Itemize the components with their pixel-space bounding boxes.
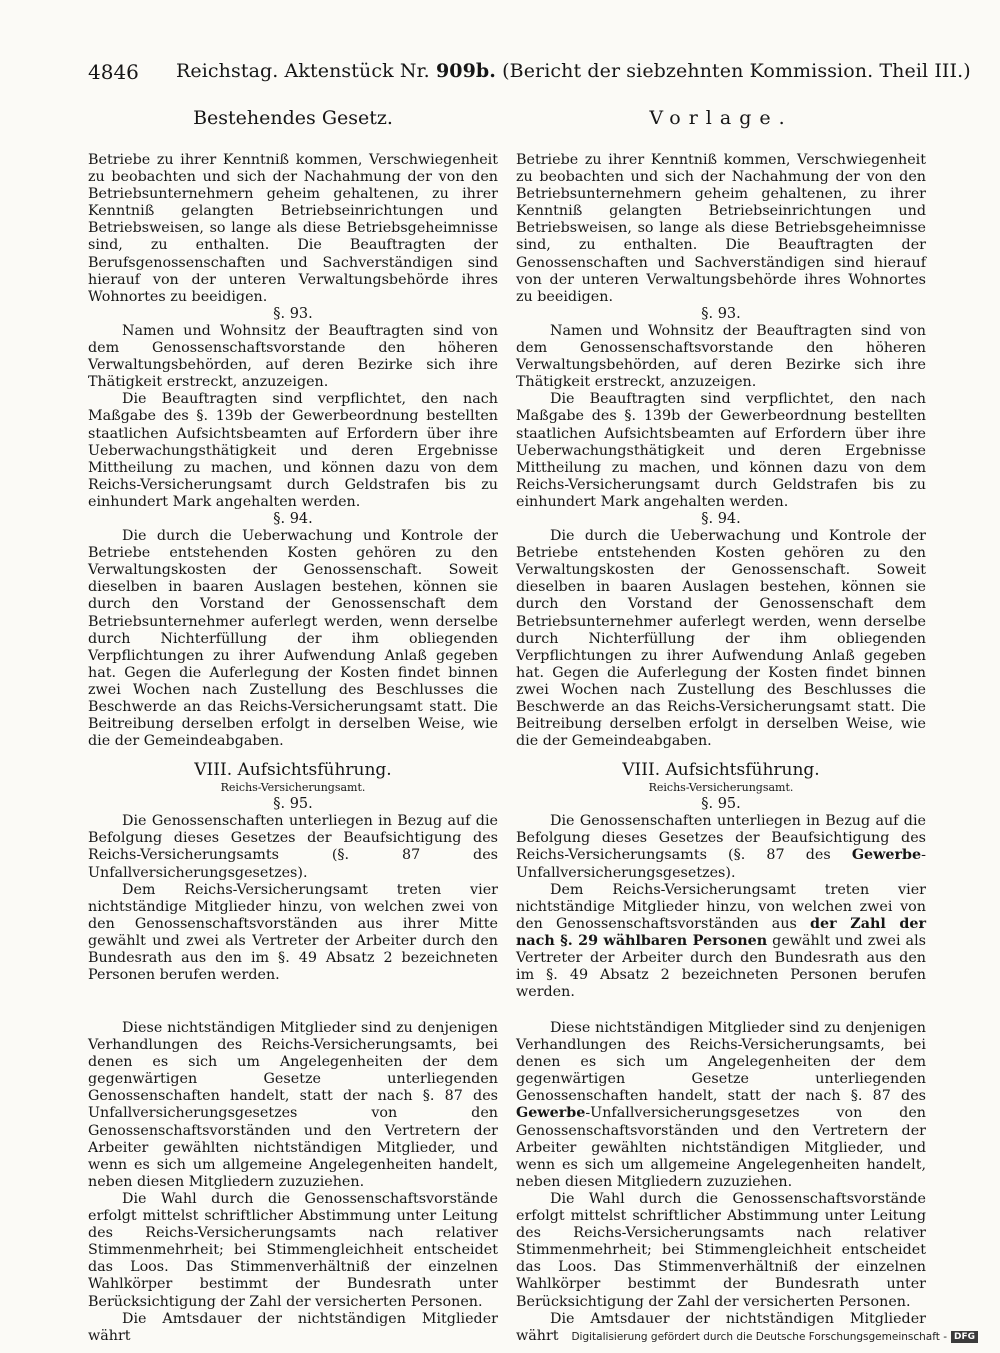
document-number: 909b.	[435, 60, 496, 82]
running-head-prefix: Reichstag. Aktenstück Nr.	[176, 60, 436, 82]
right-paragraph-5-part-1: Die Genossenschaften unterliegen in Bezug auf die Befolgung dieses Gesetzes der Beaufsichtigung des Reichs-Versicherungsamts (§. 87 des	[516, 813, 926, 864]
left-paragraph-1: Betriebe zu ihrer Kenntniß kommen, Verschwiegenheit zu beobachten und sich der Nachahmung der von den Betriebsunternehmern geheim gehaltenen, zu ihrer Kenntniß gelangten Betriebseinrichtungen und Betriebsweisen, so lange als diese Betriebsgeheimnisse sind, zu enthalten. Die Beauftragten der Berufsgenossenschaften und Sachverständigen sind hierauf von der unteren Verwaltungsbehörde ihres Wohnortes zu beeidigen.	[88, 152, 498, 305]
left-section-95: §. 95.	[273, 796, 313, 813]
right-paragraph-7-emphasis: Gewerbe	[516, 1105, 586, 1122]
left-paragraph-3: Die Beauftragten sind verpflichtet, den nach Maßgabe des §. 139b der Gewerbeordnung bestellten staatlichen Aufsichtsbeamten auf Erfordern über ihre Ueberwachungsthätigkeit und deren Ergebnisse Mittheilung zu machen, und können dazu von dem Reichs-Versicherungsamt durch Geldstrafen bis zu einhundert Mark angehalten werden.	[88, 391, 498, 510]
right-paragraph-2: Namen und Wohnsitz der Beauftragten sind von dem Genossenschaftsvorstande den höheren Verwaltungsbehörden, auf deren Bezirke sich ihre Thätigkeit erstreckt, anzuzeigen.	[516, 322, 926, 391]
dfg-logo: DFG	[951, 1331, 978, 1343]
right-paragraph-3: Die Beauftragten sind verpflichtet, den nach Maßgabe des §. 139b der Gewerbeordnung bestellten staatlichen Aufsichtsbeamten auf Erfordern über ihre Ueberwachungsthätigkeit und deren Ergebnisse Mittheilung zu machen, und können dazu von dem Reichs-Versicherungsamt durch Geldstrafen bis zu einhundert Mark angehalten werden.	[516, 391, 926, 510]
left-column-title: Bestehendes Gesetz.	[193, 107, 393, 129]
left-section-94: §. 94.	[273, 510, 313, 527]
running-head	[176, 60, 971, 82]
right-column-title: Vorlage.	[649, 107, 793, 129]
left-section-viii-subheading: Reichs-Versicherungsamt.	[220, 781, 366, 795]
running-head-suffix: (Bericht der siebzehnten Kommission. Theil III.)	[496, 60, 971, 82]
footer-text: Digitalisierung gefördert durch die Deutsche Forschungsgemeinschaft -	[571, 1331, 947, 1343]
right-paragraph-6-part-1: Dem Reichs-Versicherungsamt treten vier nichtständige Mitglieder hinzu, von welchen zwei von den Genossenschaftsvorständen aus	[516, 881, 926, 932]
left-paragraph-5: Die Genossenschaften unterliegen in Bezug auf die Befolgung dieses Gesetzes der Beaufsichtigung des Reichs-Versicherungsamts (§. 87 des Unfallversicherungsgesetzes).	[88, 813, 498, 881]
page-number: 4846	[88, 60, 139, 84]
left-paragraph-8: Die Wahl durch die Genossenschaftsvorstände erfolgt mittelst schriftlicher Abstimmung unter Leitung des Reichs-Versicherungsamts nach relativer Stimmenmehrheit; bei Stimmengleichheit entscheidet das Loos. Das Stimmenverhältniß der einzelnen Wahlkörper bestimmt der Bundesrath unter Berücksichtigung der Zahl der versicherten Personen.	[88, 1190, 498, 1310]
right-paragraph-6	[516, 882, 926, 1002]
left-section-93: §. 93.	[273, 305, 313, 322]
left-paragraph-7: Diese nichtständigen Mitglieder sind zu denjenigen Verhandlungen des Reichs-Versicherungsamts, bei denen es sich um Angelegenheiten der dem gegenwärtigen Gesetze unterliegenden Genossenschaften handelt, statt der nach §. 87 des Unfallversicherungsgesetzes von den Genossenschaftsvorständen und den Vertretern der Arbeiter gewählten nichtständigen Mitglieder, und wenn es sich um allgemeine Angelegenheiten handelt, neben diesen Mitgliedern zuzuziehen.	[88, 1020, 498, 1190]
digitization-credit	[571, 1331, 978, 1343]
right-paragraph-7	[516, 1020, 926, 1191]
left-paragraph-2: Namen und Wohnsitz der Beauftragten sind von dem Genossenschaftsvorstande den höheren Verwaltungsbehörden, auf deren Bezirke sich ihre Thätigkeit erstreckt, anzuzeigen.	[88, 322, 498, 391]
right-section-94: §. 94.	[701, 510, 741, 527]
right-paragraph-9: Die Amtsdauer der nichtständigen Mitglieder währt	[516, 1310, 926, 1344]
right-paragraph-5-part-2: -Unfallversicherungsgesetzes).	[516, 847, 926, 881]
right-paragraph-7-part-1: Diese nichtständigen Mitglieder sind zu denjenigen Verhandlungen des Reichs-Versicherungsamts, bei denen es sich um Angelegenheiten der dem gegenwärtigen Gesetze unterliegenden Genossenschaften handelt, statt der nach §. 87 des	[516, 1020, 926, 1105]
right-paragraph-8: Die Wahl durch die Genossenschaftsvorstände erfolgt mittelst schriftlicher Abstimmung unter Leitung des Reichs-Versicherungsamts nach relativer Stimmenmehrheit; bei Stimmengleichheit entscheidet das Loos. Das Stimmenverhältniß der einzelnen Wahlkörper bestimmt der Bundesrath unter Berücksichtigung der Zahl der versicherten Personen.	[516, 1190, 926, 1310]
right-section-95: §. 95.	[701, 796, 741, 813]
left-paragraph-9: Die Amtsdauer der nichtständigen Mitglieder währt	[88, 1310, 498, 1344]
right-paragraph-6-emphasis: der Zahl der nach §. 29 wählbaren Personen	[516, 915, 926, 949]
right-section-viii-subheading: Reichs-Versicherungsamt.	[648, 781, 794, 795]
right-section-93: §. 93.	[701, 305, 741, 322]
right-paragraph-7-part-2: -Unfallversicherungsgesetzes von den Genossenschaftsvorständen und den Vertretern der Arbeiter gewählten nichtständigen Mitglieder, und wenn es sich um allgemeine Angelegenheiten handelt, neben diesen Mitgliedern zuzuziehen.	[516, 1105, 926, 1190]
right-paragraph-5-emphasis: Gewerbe	[851, 847, 922, 864]
right-section-viii-heading: VIII. Aufsichtsführung.	[622, 760, 820, 780]
page-header	[88, 58, 971, 88]
left-paragraph-6: Dem Reichs-Versicherungsamt treten vier nichtständige Mitglieder hinzu, von welchen zwei von den Genossenschaftsvorständen aus ihrer Mitte gewählt und zwei als Vertreter der Arbeiter durch den Bundesrath aus den im §. 49 Absatz 2 bezeichneten Personen berufen werden.	[88, 881, 498, 984]
right-paragraph-4: Die durch die Ueberwachung und Kontrole der Betriebe entstehenden Kosten gehören zu den Verwaltungskosten der Genossenschaft. Soweit dieselben in baaren Auslagen bestehen, können sie durch den Vorstand der Genossenschaft dem Betriebsunternehmer auferlegt werden, wenn derselbe durch Nichterfüllung der ihm obliegenden Verpflichtungen zu ihrer Aufwendung Anlaß gegeben hat. Gegen die Auferlegung der Kosten findet binnen zwei Wochen nach Zustellung des Beschlusses die Beschwerde an das Reichs-Versicherungsamt statt. Die Beitreibung derselben erfolgt in derselben Weise, wie die der Gemeindeabgaben.	[516, 528, 926, 750]
right-paragraph-5	[516, 813, 926, 881]
right-paragraph-6-part-2: gewählt und zwei als Vertreter der Arbeiter durch den Bundesrath aus den im §. 49 Absatz 2 bezeichneten Personen berufen werden.	[516, 932, 926, 1001]
left-paragraph-4: Die durch die Ueberwachung und Kontrole der Betriebe entstehenden Kosten gehören zu den Verwaltungskosten der Genossenschaft. Soweit dieselben in baaren Auslagen bestehen, können sie durch den Vorstand der Genossenschaft dem Betriebsunternehmer auferlegt werden, wenn derselbe durch Nichterfüllung der ihm obliegenden Verpflichtungen zu ihrer Aufwendung Anlaß gegeben hat. Gegen die Auferlegung der Kosten findet binnen zwei Wochen nach Zustellung des Beschlusses die Beschwerde an das Reichs-Versicherungsamt statt. Die Beitreibung derselben erfolgt in derselben Weise, wie die der Gemeindeabgaben.	[88, 528, 498, 750]
right-paragraph-1: Betriebe zu ihrer Kenntniß kommen, Verschwiegenheit zu beobachten und sich der Nachahmung der von den Betriebsunternehmern geheim gehaltenen, zu ihrer Kenntniß gelangten Betriebseinrichtungen und Betriebsweisen, so lange als diese Betriebsgeheimnisse sind, zu enthalten. Die Beauftragten der Genossenschaften und Sachverständigen sind hierauf von der unteren Verwaltungsbehörde ihres Wohnortes zu beeidigen.	[516, 152, 926, 305]
left-section-viii-heading: VIII. Aufsichtsführung.	[194, 760, 392, 780]
